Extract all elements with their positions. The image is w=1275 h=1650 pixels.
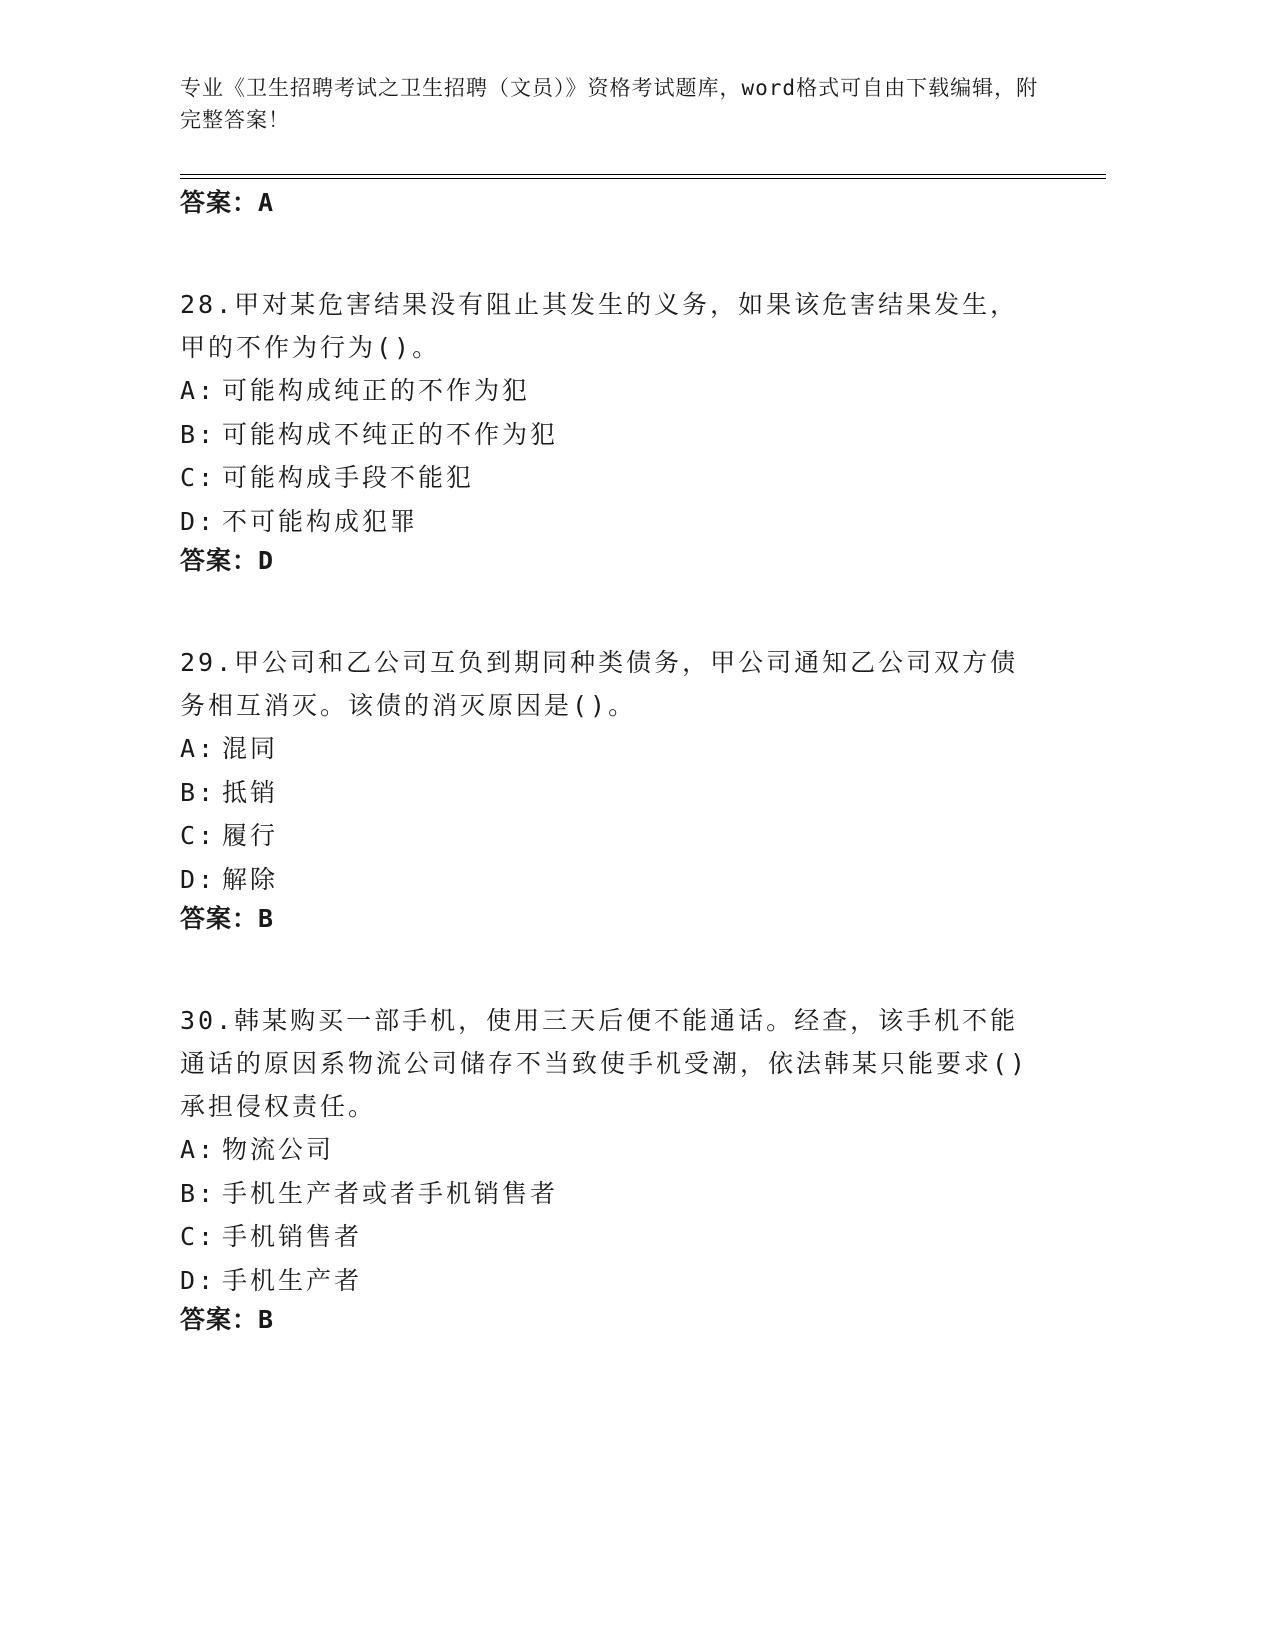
question-item	[180, 283, 1040, 579]
option-text: 混同	[222, 734, 279, 763]
question-list	[180, 185, 1040, 1400]
option-text: 手机销售者	[222, 1222, 363, 1251]
page-header: 专业《卫生招聘考试之卫生招聘（文员）》资格考试题库，word格式可自由下载编辑，附完整答案！	[180, 76, 1039, 132]
option-a	[180, 369, 1040, 413]
option-key: C:	[180, 1222, 217, 1251]
question-stem: 28.甲对某危害结果没有阻止其发生的义务，如果该危害结果发生，甲的不作为行为()。	[180, 290, 1019, 362]
option-text: 可能构成不纯正的不作为犯	[222, 419, 559, 449]
option-text: 手机生产者	[222, 1265, 363, 1295]
header-divider	[180, 174, 1106, 179]
option-b	[180, 771, 1040, 815]
question-item	[180, 641, 1040, 937]
option-b	[180, 413, 1040, 457]
answer-line: 答案：A	[180, 188, 275, 217]
option-d	[180, 858, 1040, 902]
option-d	[180, 1259, 1040, 1303]
option-key: C:	[180, 463, 217, 492]
question-stem: 29.甲公司和乙公司互负到期同种类债务，甲公司通知乙公司双方债务相互消灭。该债的消灭原因是()。	[180, 648, 1019, 720]
option-key: D:	[180, 864, 217, 894]
option-key: B:	[180, 419, 217, 449]
option-key: A:	[180, 376, 217, 405]
option-list	[180, 727, 1040, 901]
option-key: B:	[180, 1178, 217, 1208]
option-key: D:	[180, 1265, 217, 1295]
option-key: A:	[180, 1135, 217, 1164]
option-d	[180, 500, 1040, 544]
option-text: 不可能构成犯罪	[222, 506, 419, 536]
option-key: C:	[180, 821, 217, 850]
option-b	[180, 1172, 1040, 1216]
answer-line: 答案：B	[180, 904, 275, 933]
option-c	[180, 456, 1040, 500]
option-text: 物流公司	[222, 1135, 335, 1164]
answer-line: 答案：B	[180, 1305, 275, 1334]
option-key: B:	[180, 777, 217, 807]
option-text: 履行	[222, 821, 279, 850]
option-text: 可能构成手段不能犯	[222, 463, 475, 492]
answer-line: 答案：D	[180, 546, 275, 575]
option-list	[180, 369, 1040, 543]
option-key: A:	[180, 734, 217, 763]
option-c	[180, 814, 1040, 858]
option-key: D:	[180, 506, 217, 536]
option-text: 手机生产者或者手机销售者	[222, 1178, 559, 1208]
option-a	[180, 1128, 1040, 1172]
option-text: 抵销	[222, 777, 279, 807]
option-text: 可能构成纯正的不作为犯	[222, 376, 531, 405]
option-list	[180, 1128, 1040, 1302]
option-a	[180, 727, 1040, 771]
option-text: 解除	[222, 864, 279, 894]
option-c	[180, 1215, 1040, 1259]
question-item	[180, 999, 1040, 1338]
question-stem: 30.韩某购买一部手机，使用三天后便不能通话。经查，该手机不能通话的原因系物流公司储存不当致使手机受潮，依法韩某只能要求()承担侵权责任。	[180, 1006, 1029, 1121]
